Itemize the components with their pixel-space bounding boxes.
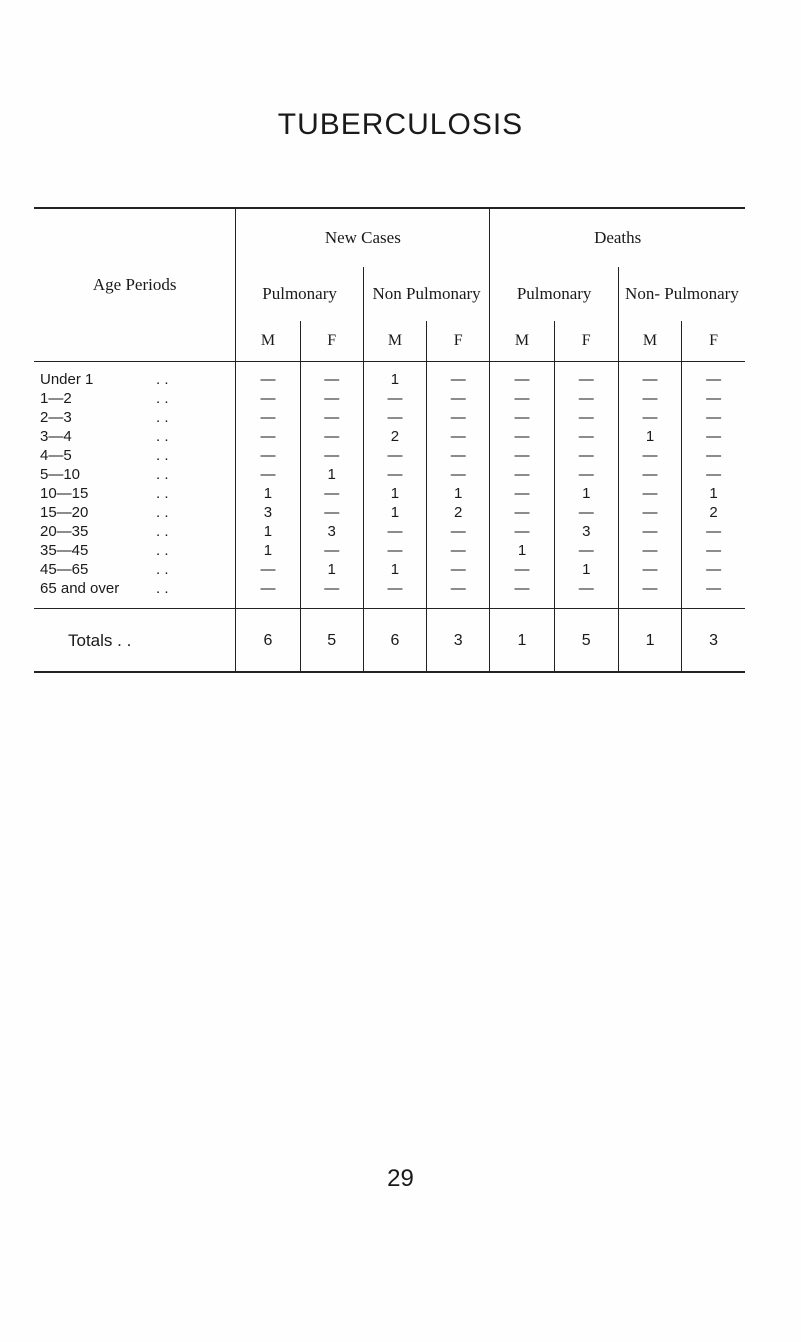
page-number: 29 <box>387 1165 414 1192</box>
data-cell: — <box>363 579 426 609</box>
sex-header: M <box>618 321 681 362</box>
data-cell: 3 <box>554 522 618 541</box>
age-period-cell <box>34 427 236 446</box>
age-period-label: 35—45 <box>40 542 89 559</box>
data-cell: — <box>300 389 363 408</box>
data-cell: 1 <box>363 484 426 503</box>
age-period-cell <box>34 484 236 503</box>
age-period-cell <box>34 503 236 522</box>
data-cell: 1 <box>363 362 426 390</box>
data-cell: — <box>363 408 426 427</box>
data-cell: — <box>236 465 300 484</box>
data-cell: — <box>618 484 681 503</box>
data-cell: — <box>554 408 618 427</box>
data-cell: — <box>682 541 745 560</box>
data-cell: — <box>427 522 490 541</box>
data-cell: — <box>363 522 426 541</box>
data-cell: — <box>300 579 363 609</box>
new-non-pulmonary-header: Non Pulmonary <box>363 267 490 321</box>
age-period-cell <box>34 389 236 408</box>
age-period-label: 65 and over <box>40 580 120 597</box>
data-cell: — <box>490 579 554 609</box>
table-row <box>34 446 745 465</box>
leader-dots: . . <box>156 561 169 578</box>
leader-dots: . . <box>156 447 169 464</box>
data-cell: 2 <box>363 427 426 446</box>
data-cell: — <box>490 427 554 446</box>
data-cell: — <box>363 389 426 408</box>
leader-dots: . . <box>156 580 169 597</box>
data-cell: — <box>554 427 618 446</box>
age-period-label: 2—3 <box>40 409 72 426</box>
data-cell: — <box>490 362 554 390</box>
data-cell: — <box>682 446 745 465</box>
table-row <box>34 427 745 446</box>
leader-dots: . . <box>156 485 169 502</box>
data-cell: — <box>682 579 745 609</box>
data-cell: 1 <box>300 465 363 484</box>
data-cell: — <box>300 541 363 560</box>
totals-label: Totals . . <box>34 609 236 673</box>
age-periods-header: Age Periods <box>34 208 236 362</box>
data-cell: — <box>300 503 363 522</box>
table-row <box>34 560 745 579</box>
age-period-label: 20—35 <box>40 523 89 540</box>
data-cell: — <box>682 408 745 427</box>
data-cell: — <box>618 503 681 522</box>
data-cell: — <box>554 362 618 390</box>
data-cell: — <box>682 522 745 541</box>
data-cell: 1 <box>490 541 554 560</box>
data-cell: 2 <box>427 503 490 522</box>
data-cell: — <box>490 484 554 503</box>
data-cell: — <box>490 408 554 427</box>
total-cell: 5 <box>300 609 363 673</box>
data-cell: 1 <box>363 560 426 579</box>
data-cell: — <box>618 541 681 560</box>
data-cell: — <box>300 446 363 465</box>
age-period-cell <box>34 579 236 609</box>
data-cell: — <box>236 408 300 427</box>
sex-header: F <box>554 321 618 362</box>
data-cell: — <box>682 427 745 446</box>
total-cell: 3 <box>427 609 490 673</box>
data-cell: 1 <box>682 484 745 503</box>
total-cell: 6 <box>236 609 300 673</box>
data-cell: — <box>427 446 490 465</box>
data-cell: 1 <box>363 503 426 522</box>
data-cell: — <box>490 465 554 484</box>
age-period-label: 5—10 <box>40 466 81 483</box>
table-row <box>34 522 745 541</box>
page-title: TUBERCULOSIS <box>277 108 524 141</box>
table-row <box>34 389 745 408</box>
leader-dots: . . <box>156 409 169 426</box>
table-row <box>34 503 745 522</box>
age-period-cell <box>34 446 236 465</box>
age-period-cell <box>34 522 236 541</box>
data-cell: — <box>490 446 554 465</box>
data-cell: — <box>618 389 681 408</box>
data-cell: 1 <box>618 427 681 446</box>
data-cell: — <box>427 408 490 427</box>
age-period-cell <box>34 465 236 484</box>
data-cell: — <box>300 484 363 503</box>
data-cell: — <box>236 579 300 609</box>
data-cell: — <box>427 427 490 446</box>
table-row <box>34 541 745 560</box>
leader-dots: . . <box>156 428 169 445</box>
leader-dots: . . <box>156 504 169 521</box>
data-cell: 1 <box>554 560 618 579</box>
total-cell: 1 <box>618 609 681 673</box>
data-cell: 1 <box>427 484 490 503</box>
data-cell: — <box>236 446 300 465</box>
data-cell: 2 <box>682 503 745 522</box>
data-cell: — <box>300 427 363 446</box>
data-cell: — <box>682 560 745 579</box>
data-cell: 3 <box>300 522 363 541</box>
tuberculosis-table <box>34 207 745 673</box>
deaths-header: Deaths <box>490 208 745 267</box>
data-cell: — <box>618 465 681 484</box>
data-cell: — <box>427 362 490 390</box>
data-cell: — <box>427 389 490 408</box>
leader-dots: . . <box>156 542 169 559</box>
table-row <box>34 408 745 427</box>
data-cell: 1 <box>554 484 618 503</box>
data-cell: 1 <box>236 541 300 560</box>
data-cell: — <box>618 522 681 541</box>
data-cell: — <box>300 362 363 390</box>
table-row <box>34 484 745 503</box>
data-cell: — <box>427 579 490 609</box>
table-row <box>34 465 745 484</box>
age-period-label: 3—4 <box>40 428 72 445</box>
table-row <box>34 362 745 390</box>
data-cell: — <box>300 408 363 427</box>
age-period-label: Under 1 <box>40 371 94 388</box>
data-cell: — <box>618 560 681 579</box>
data-cell: — <box>554 541 618 560</box>
total-cell: 3 <box>682 609 745 673</box>
data-cell: — <box>490 503 554 522</box>
sex-header: F <box>300 321 363 362</box>
age-period-label: 1—2 <box>40 390 72 407</box>
data-cell: — <box>682 362 745 390</box>
data-cell: 1 <box>236 484 300 503</box>
sex-header: M <box>236 321 300 362</box>
data-cell: — <box>236 560 300 579</box>
data-cell: — <box>554 465 618 484</box>
data-cell: — <box>363 541 426 560</box>
death-non-pulmonary-header: Non- Pulmonary <box>618 267 745 321</box>
data-cell: — <box>427 560 490 579</box>
data-cell: — <box>236 427 300 446</box>
data-cell: 1 <box>300 560 363 579</box>
age-period-cell <box>34 560 236 579</box>
table-row <box>34 579 745 609</box>
death-pulmonary-header: Pulmonary <box>490 267 619 321</box>
leader-dots: . . <box>156 523 169 540</box>
age-period-label: 45—65 <box>40 561 89 578</box>
data-cell: 1 <box>236 522 300 541</box>
total-cell: 6 <box>363 609 426 673</box>
data-cell: — <box>490 522 554 541</box>
data-cell: — <box>618 362 681 390</box>
age-period-cell <box>34 541 236 560</box>
sex-header: M <box>490 321 554 362</box>
sex-header: F <box>427 321 490 362</box>
sex-header: M <box>363 321 426 362</box>
data-cell: — <box>554 446 618 465</box>
leader-dots: . . <box>156 371 169 388</box>
data-cell: — <box>236 389 300 408</box>
age-period-label: 15—20 <box>40 504 89 521</box>
leader-dots: . . <box>156 390 169 407</box>
data-cell: — <box>427 541 490 560</box>
data-cell: — <box>236 362 300 390</box>
data-cell: — <box>682 465 745 484</box>
leader-dots: . . <box>156 466 169 483</box>
new-pulmonary-header: Pulmonary <box>236 267 364 321</box>
age-period-cell <box>34 408 236 427</box>
data-cell: — <box>490 560 554 579</box>
data-cell: 3 <box>236 503 300 522</box>
sex-header: F <box>682 321 745 362</box>
new-cases-header: New Cases <box>236 208 490 267</box>
total-cell: 5 <box>554 609 618 673</box>
total-cell: 1 <box>490 609 554 673</box>
age-period-label: 10—15 <box>40 485 89 502</box>
data-cell: — <box>554 503 618 522</box>
data-cell: — <box>618 446 681 465</box>
data-cell: — <box>554 389 618 408</box>
age-period-label: 4—5 <box>40 447 72 464</box>
data-cell: — <box>682 389 745 408</box>
data-cell: — <box>363 446 426 465</box>
data-cell: — <box>427 465 490 484</box>
age-period-cell <box>34 362 236 390</box>
data-cell: — <box>554 579 618 609</box>
data-cell: — <box>363 465 426 484</box>
data-cell: — <box>618 579 681 609</box>
data-cell: — <box>490 389 554 408</box>
data-cell: — <box>618 408 681 427</box>
